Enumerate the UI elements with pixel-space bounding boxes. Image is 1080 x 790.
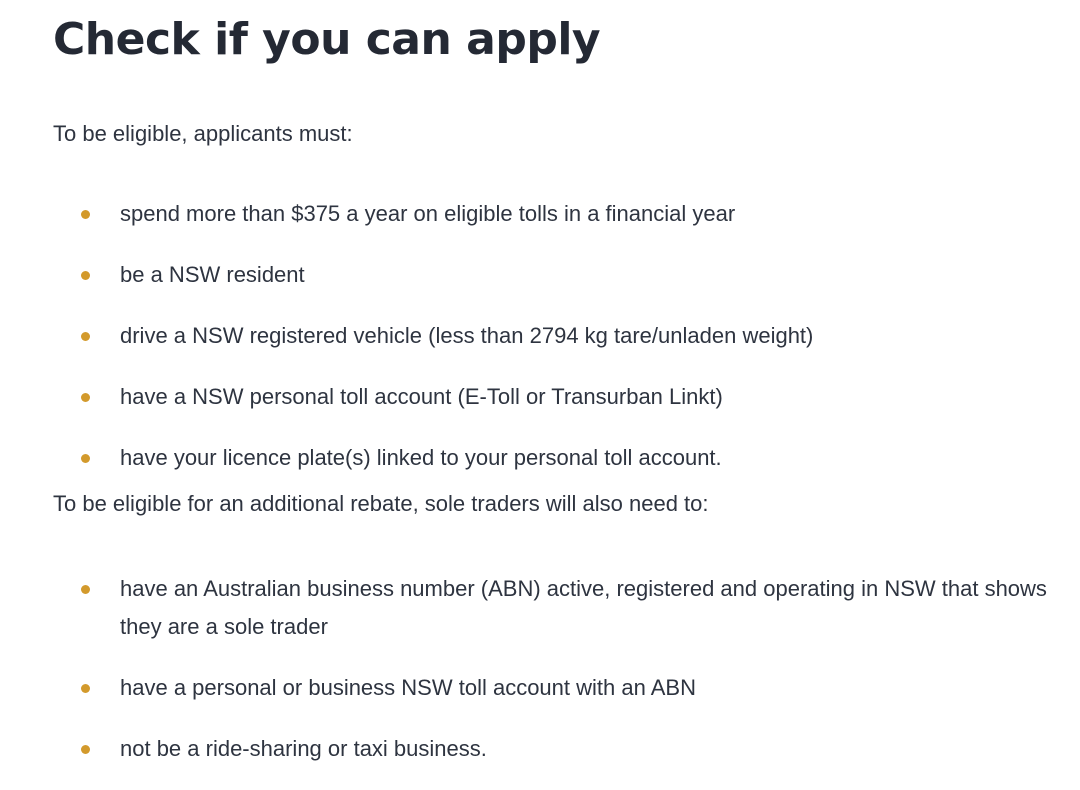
sole-trader-intro: To be eligible for an additional rebate, sole traders will also need to: [53, 491, 709, 516]
list-item-text: have a NSW personal toll account (E-Toll or Transurban Linkt) [120, 384, 723, 409]
bullet-icon [81, 585, 90, 594]
eligibility-list [53, 195, 1060, 477]
bullet-icon [81, 332, 90, 341]
bullet-icon [81, 271, 90, 280]
list-item [53, 256, 1060, 294]
list-item-text: spend more than $375 a year on eligible tolls in a financial year [120, 201, 736, 226]
list-item [53, 195, 1060, 233]
list-item-text: not be a ride-sharing or taxi business. [120, 736, 487, 761]
list-item-text: be a NSW resident [120, 262, 305, 287]
list-item [53, 378, 1060, 416]
bullet-icon [81, 745, 90, 754]
bullet-icon [81, 393, 90, 402]
list-item-text: have your licence plate(s) linked to your personal toll account. [120, 445, 722, 470]
bullet-icon [81, 684, 90, 693]
list-item-text: drive a NSW registered vehicle (less than 2794 kg tare/unladen weight) [120, 323, 814, 348]
bullet-icon [81, 210, 90, 219]
eligibility-intro: To be eligible, applicants must: [53, 121, 353, 146]
list-item [53, 669, 1060, 707]
list-item [53, 570, 1060, 646]
list-item [53, 317, 1060, 355]
bullet-icon [81, 454, 90, 463]
sole-trader-list [53, 570, 1060, 768]
page-title: Check if you can apply [53, 14, 601, 65]
list-item [53, 439, 1060, 477]
list-item-text: have a personal or business NSW toll account with an ABN [120, 675, 696, 700]
list-item [53, 730, 1060, 768]
list-item-text: have an Australian business number (ABN) active, registered and operating in NSW that shows they are a sole trader [120, 576, 1047, 639]
